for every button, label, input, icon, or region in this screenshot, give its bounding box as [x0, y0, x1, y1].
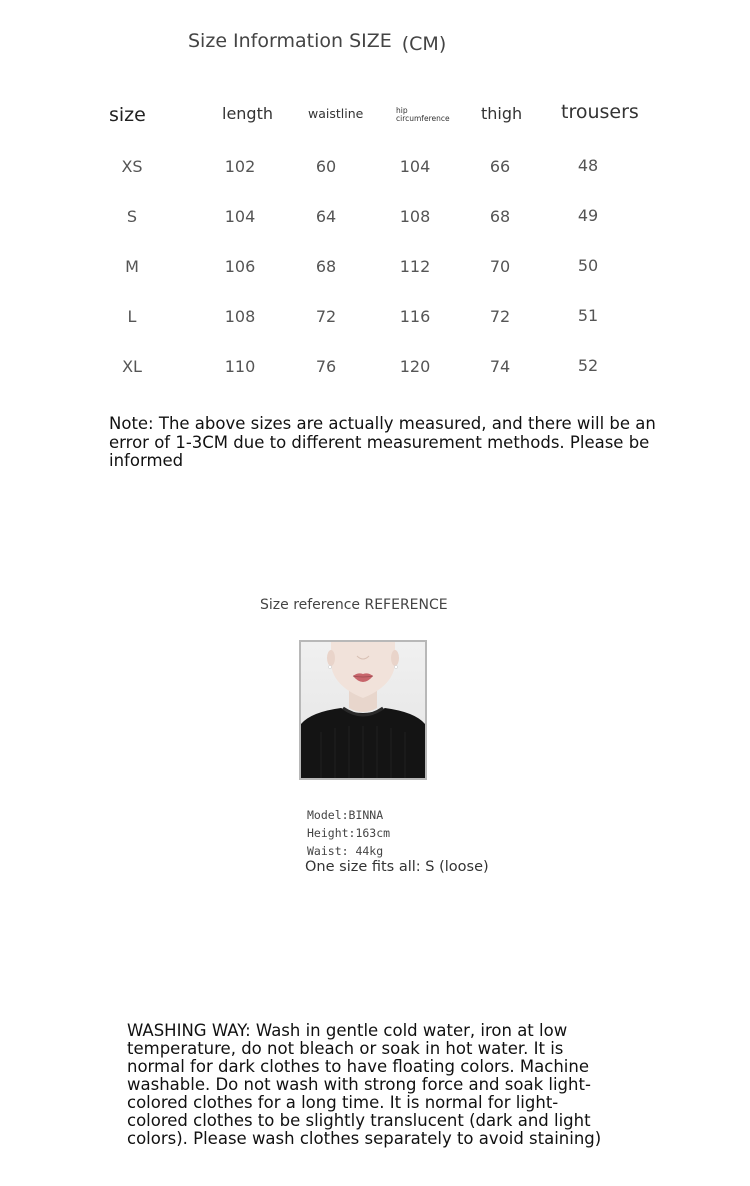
page-title: [188, 30, 447, 55]
column-header-size: size: [109, 104, 146, 126]
fit-note: One size fits all: S (loose): [305, 859, 489, 875]
table-cell: 68: [489, 207, 511, 226]
model-photo: [299, 640, 427, 780]
table-cell: 68: [315, 257, 337, 276]
table-cell: 102: [224, 157, 256, 176]
table-cell: 48: [577, 156, 599, 175]
table-cell: S: [126, 207, 138, 226]
table-cell: 72: [315, 307, 337, 326]
column-header-trousers: trousers: [561, 101, 639, 123]
table-cell: 106: [224, 257, 256, 276]
table-cell: 116: [399, 307, 431, 326]
measurement-note: Note: The above sizes are actually measured, and there will be an error of 1-3CM due to different measurement methods. Please be informed: [109, 414, 656, 470]
table-cell: 52: [577, 356, 599, 375]
table-cell: M: [125, 257, 139, 276]
size-reference-title: Size reference REFERENCE: [260, 597, 448, 613]
column-header-waistline: waistline: [308, 106, 364, 121]
column-header-thigh: thigh: [481, 104, 523, 123]
table-cell: L: [127, 307, 137, 326]
table-cell: 60: [315, 157, 337, 176]
table-cell: 104: [399, 157, 431, 176]
table-cell: 66: [489, 157, 511, 176]
model-name: Model:BINNA: [307, 808, 384, 822]
table-cell: 50: [577, 256, 599, 275]
column-header-length: length: [222, 104, 273, 123]
table-cell: 72: [489, 307, 511, 326]
table-cell: 74: [489, 357, 511, 376]
table-cell: XL: [122, 357, 142, 376]
table-cell: 112: [399, 257, 431, 276]
table-cell: 108: [224, 307, 256, 326]
table-cell: 49: [577, 206, 599, 225]
table-cell: XS: [121, 157, 143, 176]
table-cell: 51: [577, 306, 599, 325]
table-cell: 104: [224, 207, 256, 226]
washing-instructions: WASHING WAY: Wash in gentle cold water, iron at low temperature, do not bleach or soak in hot water. It is normal for dark clothes to have floating colors. Machine washable. Do not wash with strong force and soak light-colored clothes for a long time. It is normal for light-colored clothes to be slightly translucent (dark and light colors). Please wash clothes separately to avoid staining): [127, 1021, 602, 1148]
title-unit: (CM): [401, 33, 447, 55]
model-height: Height:163cm: [307, 826, 391, 840]
table-cell: 108: [399, 207, 431, 226]
model-info: [307, 806, 390, 860]
title-text: Size Information SIZE: [188, 30, 392, 52]
model-weight: Waist: 44kg: [307, 844, 384, 858]
table-cell: 76: [315, 357, 337, 376]
table-cell: 70: [489, 257, 511, 276]
table-cell: 110: [224, 357, 256, 376]
table-cell: 64: [315, 207, 337, 226]
column-header-hip-circumference: hip circumference: [396, 106, 450, 123]
table-cell: 120: [399, 357, 431, 376]
